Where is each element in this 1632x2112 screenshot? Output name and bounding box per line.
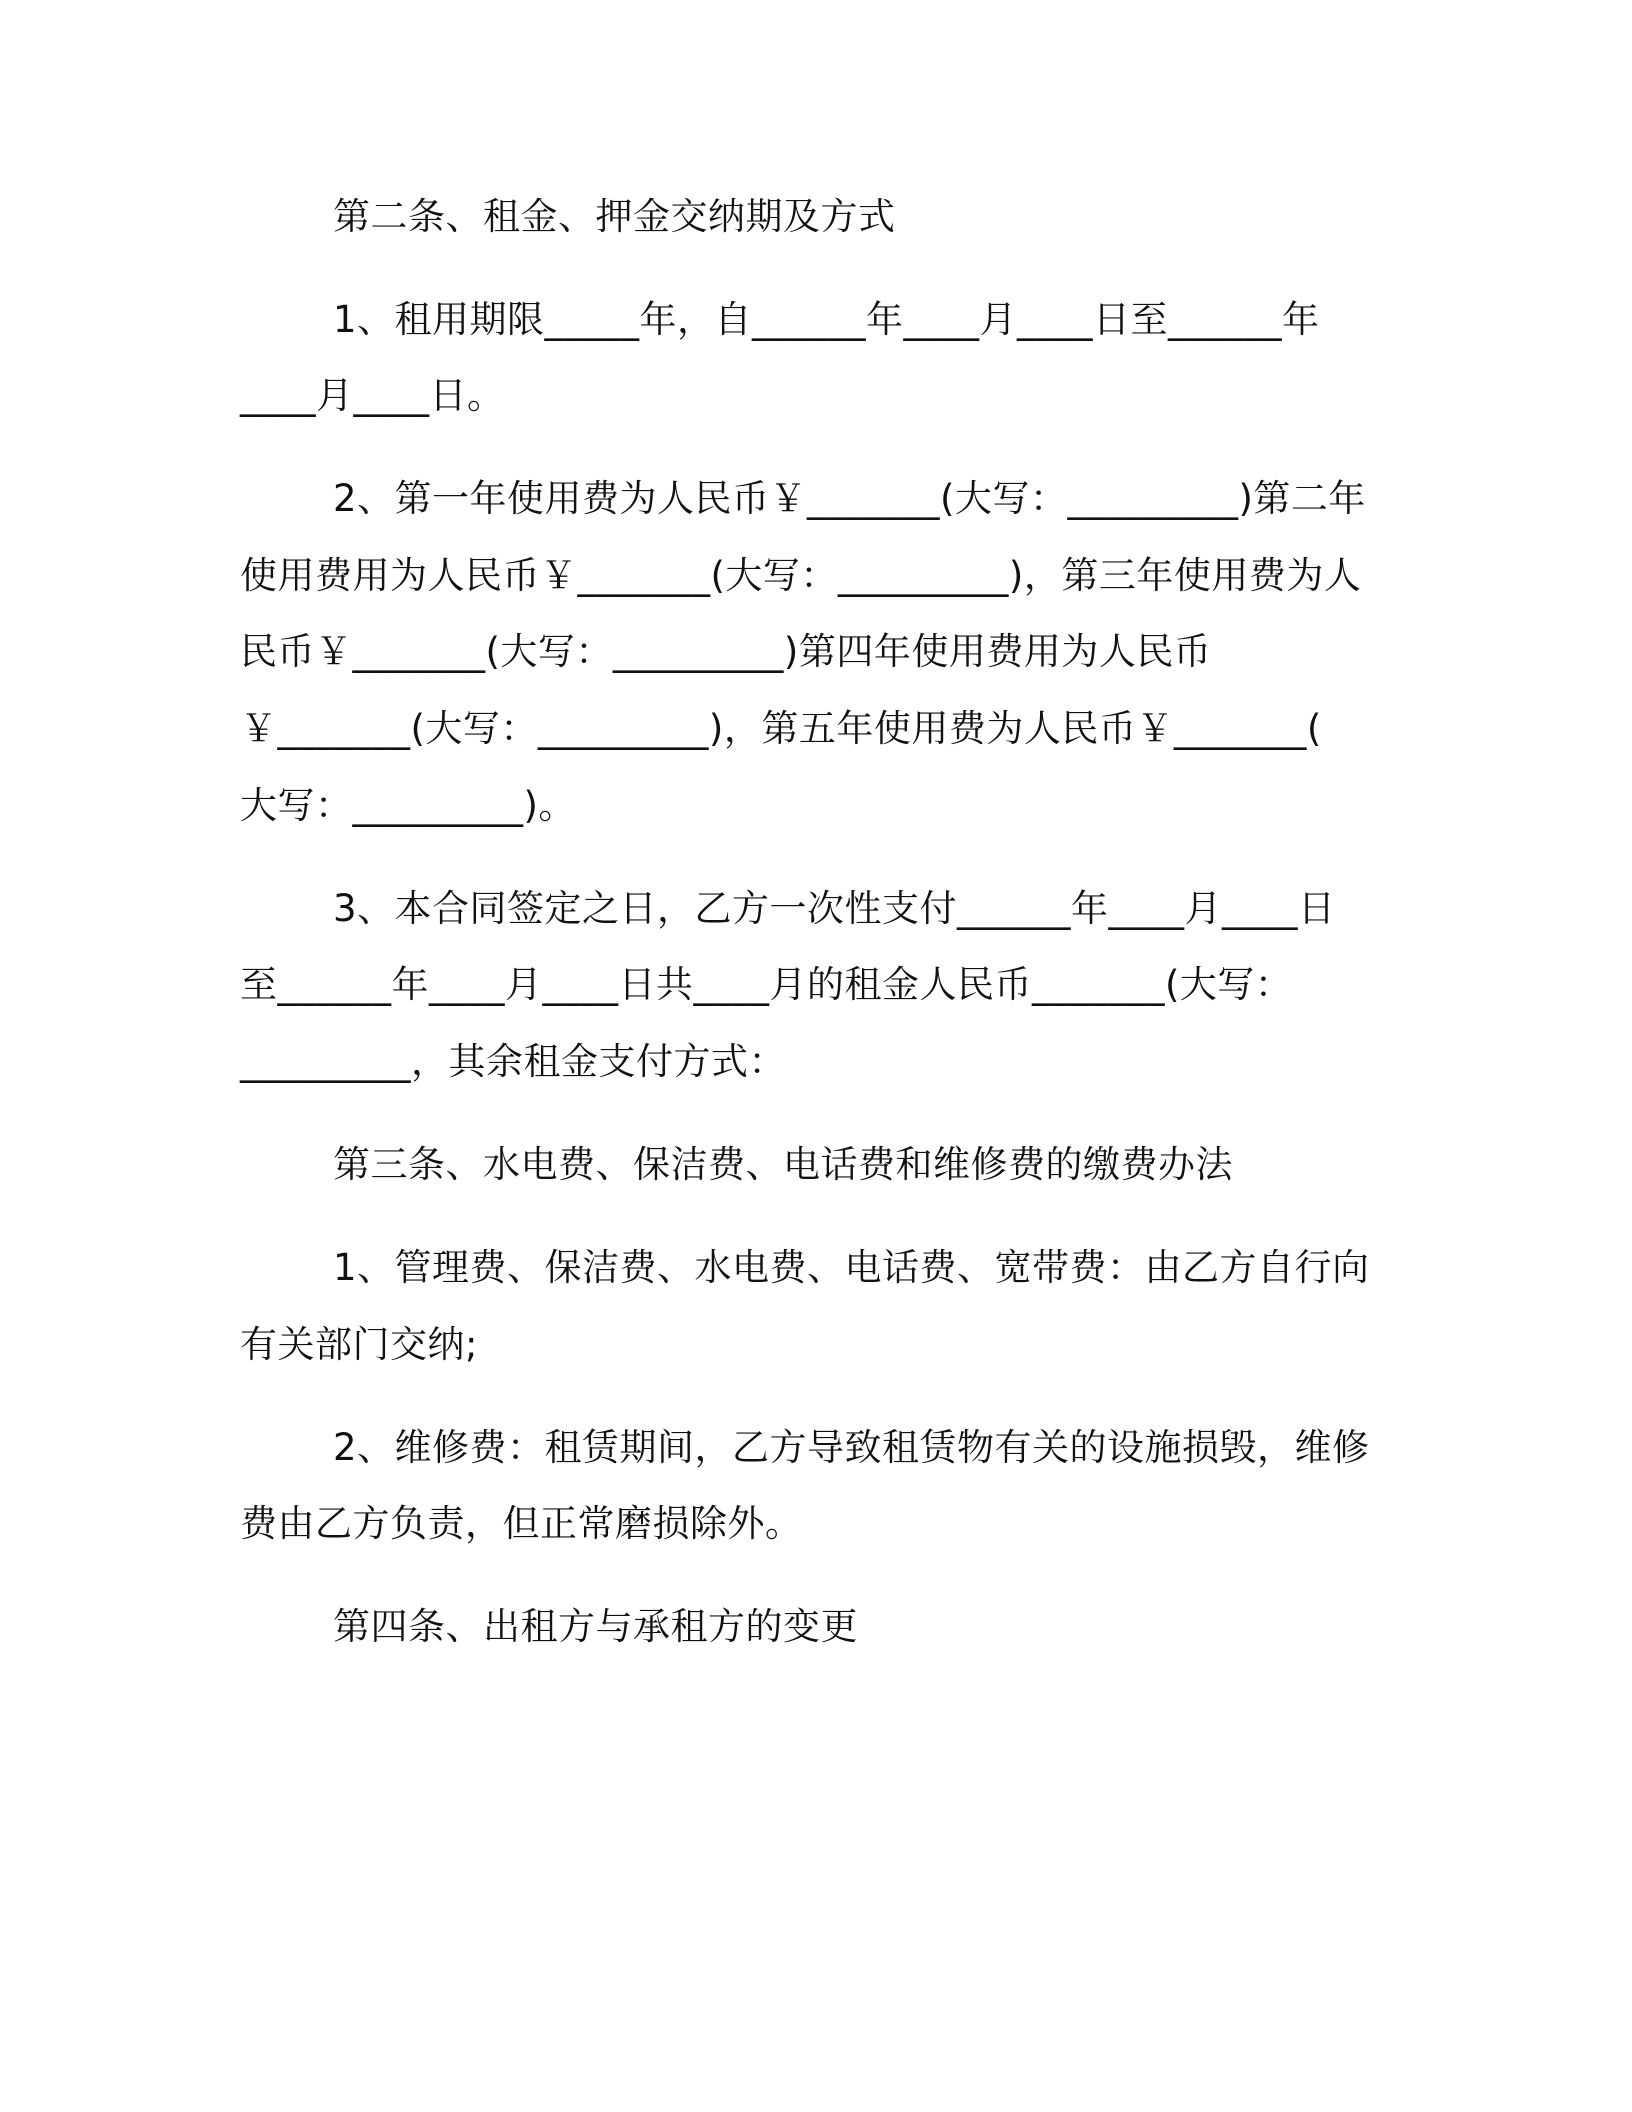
clause-2-2-line-3: 民币￥_______(大写：_________)第四年使用费用为人民币 (240, 630, 1212, 673)
clause-2-2-line-2: 使用费用为人民币￥_______(大写：_________)，第三年使用费为人 (240, 554, 1362, 597)
clause-2-3-line-2: 至______年____月____日共____月的租金人民币_______(大写： (240, 963, 1293, 1006)
article-4-heading: 第四条、出租方与承租方的变更 (333, 1605, 858, 1648)
clause-2-3-line-3: _________，其余租金支付方式： (240, 1040, 786, 1083)
clause-2-2-line-5: 大写：_________)。 (240, 784, 576, 827)
clause-2-1-line-1: 1、租用期限_____年，自______年____月____日至______年 (333, 298, 1320, 341)
clause-2-2-line-4: ￥_______(大写：_________)，第五年使用费为人民币￥_______( (240, 707, 1322, 750)
clause-3-1-line-2: 有关部门交纳; (240, 1323, 478, 1366)
clause-3-1-line-1: 1、管理费、保洁费、水电费、电话费、宽带费：由乙方自行向 (333, 1246, 1370, 1289)
article-3-heading: 第三条、水电费、保洁费、电话费和维修费的缴费办法 (333, 1143, 1233, 1186)
clause-2-2-line-1: 2、第一年使用费为人民币￥_______(大写：_________)第二年 (333, 477, 1366, 520)
clause-3-2-line-2: 费由乙方负责，但正常磨损除外。 (240, 1502, 803, 1545)
clause-2-1-line-2: ____月____日。 (240, 374, 505, 417)
clause-2-3-line-1: 3、本合同签定之日，乙方一次性支付______年____月____日 (333, 887, 1336, 930)
article-2-heading: 第二条、租金、押金交纳期及方式 (333, 195, 896, 238)
clause-3-2-line-1: 2、维修费：租赁期间，乙方导致租赁物有关的设施损毁，维修 (333, 1426, 1370, 1469)
